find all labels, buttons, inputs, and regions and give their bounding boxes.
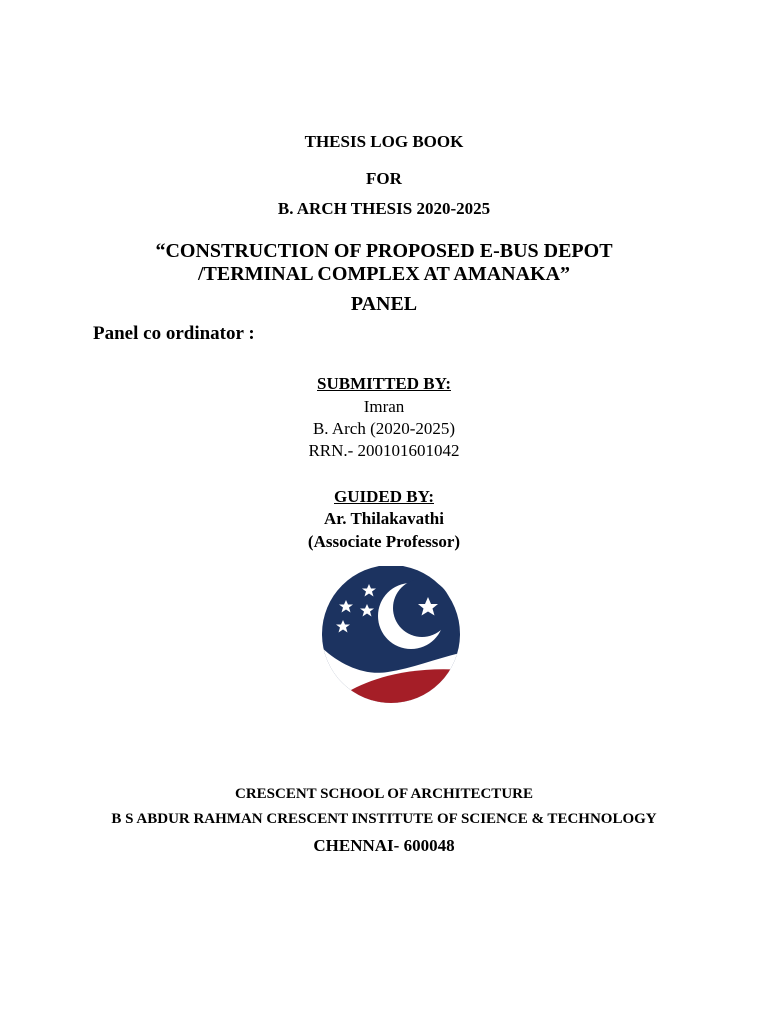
institute-city: CHENNAI- 600048 [313,836,455,855]
logo-crescent-inner [393,579,451,637]
guided-by-heading: GUIDED BY: [334,487,434,506]
project-title-line-2: /TERMINAL COMPLEX AT AMANAKA” [197,263,571,285]
student-course: B. Arch (2020-2025) [312,419,456,438]
guide-designation: (Associate Professor) [307,532,461,551]
school-name: CRESCENT SCHOOL OF ARCHITECTURE [235,786,533,802]
institute-name: B S ABDUR RAHMAN CRESCENT INSTITUTE OF SCIENCE & TECHNOLOGY [111,811,657,827]
submitted-by-heading: SUBMITTED BY: [317,374,451,393]
project-title [0,240,768,286]
student-rrn: RRN.- 200101601042 [308,441,460,460]
student-name: Imran [363,397,405,416]
crescent-logo-icon [318,566,464,706]
for-label: FOR [366,169,402,188]
document-title: THESIS LOG BOOK [304,132,464,151]
guide-name: Ar. Thilakavathi [324,509,444,528]
panel-coordinator-label: Panel co ordinator : [93,323,255,344]
panel-heading: PANEL [350,293,418,315]
program-title: B. ARCH THESIS 2020-2025 [277,199,491,218]
project-title-line-1: “CONSTRUCTION OF PROPOSED E-BUS DEPOT [155,240,613,262]
